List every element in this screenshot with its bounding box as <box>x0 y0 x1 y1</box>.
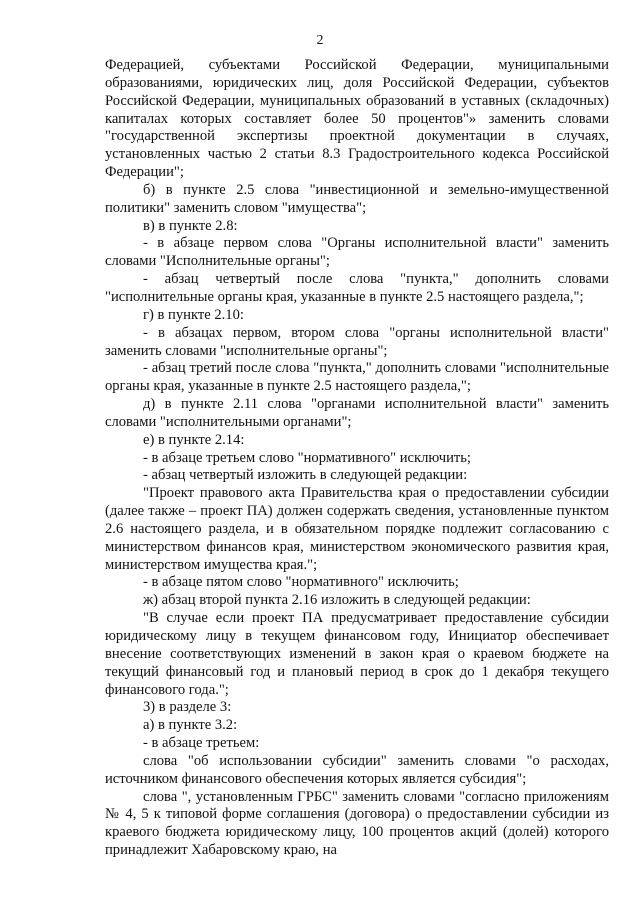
paragraph: - абзац четвертый после слова "пункта," дополнить словами "исполнительные органы края, указанные в пункте 2.5 настоящего раздела,"; <box>105 271 609 305</box>
paragraph: - в абзацах первом, втором слова "органы исполнительной власти" заменить словами "исполнительные органы"; <box>105 324 609 359</box>
paragraph: 3) в разделе 3: <box>143 699 232 716</box>
paragraph: д) в пункте 2.11 слова "органами исполнительной власти" заменить словами "исполнительными органами"; <box>105 396 609 430</box>
paragraph: - абзац третий после слова "пункта," дополнить словами "исполнительные органы края, указанные в пункте 2.5 настоящего раздела,"; <box>105 360 609 395</box>
paragraph: г) в пункте 2.10: <box>143 306 244 323</box>
paragraph: "В случае если проект ПА предусматривает предоставление субсидии юридическому лицу в текущем финансовом году, Инициатор обеспечивает внесение соответствующих изменений в закон края о краевом бюджете на текущий финансовый год и плановый период в срок до 1 декабря текущего финансового года."; <box>105 610 609 698</box>
paragraph: слова "об использовании субсидии" заменить словами "о расходах, источником финансового обеспечения которых является субсидия"; <box>105 752 609 787</box>
paragraph: Федерацией, субъектами Российской Федерации, муниципальными образованиями, юридических лиц, доля Российской Федерации, субъектов Российской Федерации, муниципальных образований в уставных (складочных) капиталах которых составляет более 50 процентов"» заменить словами "государственной экспертизы проектной документации в случаях, установленных частью 2 статьи 8.3 Градостроительного кодекса Российской Федерации"; <box>105 57 609 181</box>
page-number: 2 <box>316 33 324 48</box>
paragraph: "Проект правового акта Правительства края о предоставлении субсидии (далее также – проект ПА) должен содержать сведения, установленные пунктом 2.6 настоящего раздела, и в обязательном порядке подлежит согласованию с министерством финансов края, министерством экономического развития края, министерством имущества края."; <box>105 485 609 573</box>
paragraph: - в абзаце третьем слово "нормативного" исключить; <box>143 449 471 466</box>
paragraph: - в абзаце первом слова "Органы исполнительной власти" заменить словами "Исполнительные органы"; <box>105 235 609 270</box>
paragraph: а) в пункте 3.2: <box>143 717 238 734</box>
paragraph: - в абзаце третьем: <box>143 735 260 752</box>
paragraph: ж) абзац второй пункта 2.16 изложить в следующей редакции: <box>143 592 531 609</box>
paragraph: слова ", установленным ГРБС" заменить словами "согласно приложениям № 4, 5 к типовой форме соглашения (договора) о предоставлении субсидии из краевого бюджета юридическому лицу, 100 процентов акций (долей) которого принадлежит Хабаровскому краю, на <box>105 788 609 859</box>
paragraph: е) в пункте 2.14: <box>143 431 245 448</box>
paragraph: - абзац четвертый изложить в следующей редакции: <box>143 467 468 484</box>
paragraph: - в абзаце пятом слово "нормативного" исключить; <box>143 574 459 591</box>
paragraph: в) в пункте 2.8: <box>143 217 238 234</box>
document-body <box>105 57 609 860</box>
paragraph: б) в пункте 2.5 слова "инвестиционной и земельно-имущественной политики" заменить словом "имущества"; <box>105 181 609 216</box>
